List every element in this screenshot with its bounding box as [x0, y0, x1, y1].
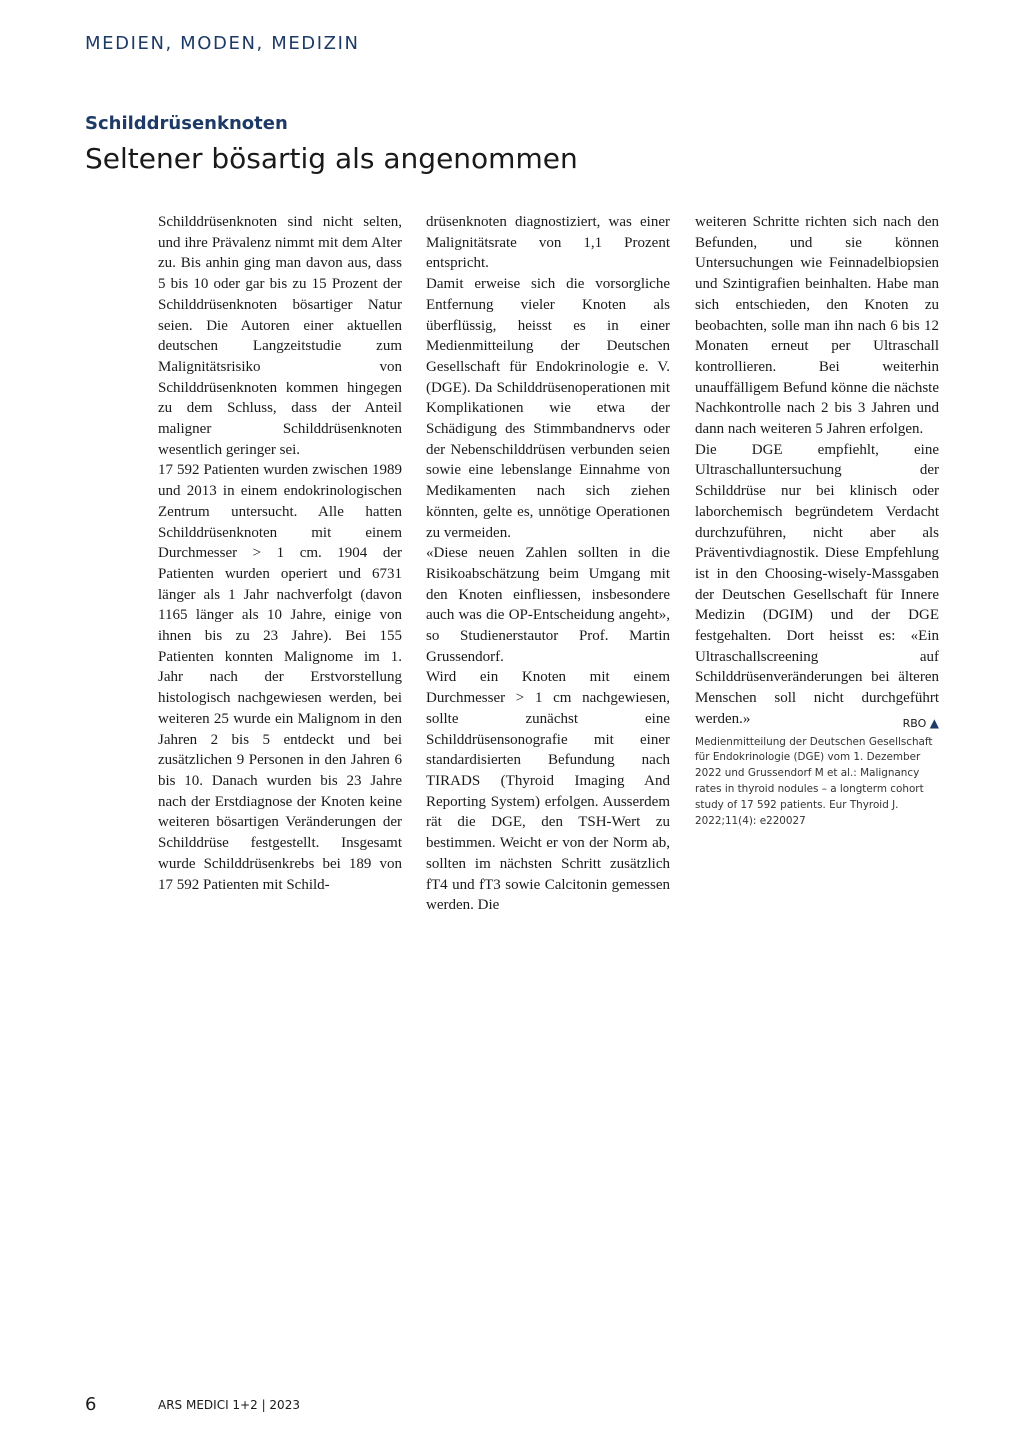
article-title: Seltener bösartig als angenommen [85, 142, 578, 175]
references: Medienmitteilung der Deutschen Gesellschaft für Endokrinologie (DGE) vom 1. Dezember 2022 und Grussendorf M et al.: Malignancy rates in thyroid nodules – a longterm cohort study of 17 592 patients. Eur Thyroid J. 2022;11(4): e220027 [695, 735, 933, 827]
article-column-3 [695, 212, 939, 829]
journal-footer: ARS MEDICI 1+2 | 2023 [158, 1398, 300, 1412]
paragraph: Schilddrüsenknoten sind nicht selten, und ihre Prävalenz nimmt mit dem Alter zu. Bis anhin ging man davon aus, dass 5 bis 10 oder gar bis zu 15 Prozent der Schilddrüsenknoten bösartiger Natur seien. Die Autoren einer aktuellen deutschen Langzeitstudie zum Malignitätsrisiko von Schilddrüsenknoten kommen hingegen zu dem Schluss, dass der Anteil maligner Schilddrüsenknoten wesentlich geringer sei. [158, 214, 402, 458]
paragraph-text: Die DGE empfiehlt, eine Ultraschalluntersuchung der Schilddrüse nur bei klinisch oder laborchemisch begründetem Verdacht durchzuführen, nicht aber als Präventivdiagnostik. Diese Empfehlung ist in den Choosing-wisely-Massgaben der Deutschen Gesellschaft für Innere Medizin (DGIM) und der DGE festgehalten. Dort heisst es: «Ein Ultraschallscreening auf Schilddrüsenveränderungen bei älteren Menschen soll nicht durchgeführt werden.» [695, 441, 939, 727]
paragraph: 17 592 Patienten wurden zwischen 1989 und 2013 in einem endokrinologischen Zentrum untersucht. Alle hatten Schilddrüsenknoten mit einem Durchmesser > 1 cm. 1904 der Patienten wurden operiert und 6731 länger als 1 Jahr nachverfolgt (davon 1165 länger als 10 Jahre, einige von ihnen bis zu 23 Jahre). Bei 155 Patienten konnten Malignome im 1. Jahr nach der Erstvorstellung histologisch nachgewiesen werden, bei weiteren 25 wurde ein Malignom in den Jahren 2 bis 5 entdeckt und bei zusätzlichen 9 Personen in den Jahren 6 bis 10. Danach wurden bis 23 Jahre nach der Erstdiagnose der Knoten keine weiteren bösartigen Veränderungen der Schilddrüse festgestellt. Insgesamt wurde Schilddrüsenkrebs bei 189 von 17 592 Patienten mit Schild- [158, 462, 402, 893]
paragraph: Wird ein Knoten mit einem Durchmesser > 1 cm nachgewiesen, sollte zunächst eine Schilddrüsensonografie mit einer standardisierten Befundung nach TIRADS (Thyroid Imaging And Reporting System) erfolgen. Ausserdem rät die DGE, den TSH-Wert zu bestimmen. Weicht er von der Norm ab, sollten im nächsten Schritt zusätzlich fT4 und fT3 sowie Calcitonin gemessen werden. Die [426, 669, 670, 914]
paragraph: «Diese neuen Zahlen sollten in die Risikoabschätzung beim Umgang mit den Knoten einfliessen, insbesondere auch was die OP-Entscheidung angeht», so Studienerstautor Prof. Martin Grussendorf. [426, 545, 670, 665]
author-initials: RBO [902, 716, 927, 730]
paragraph: Damit erweise sich die vorsorgliche Entfernung vieler Knoten als überflüssig, heisst es in einer Medienmitteilung der Deutschen Gesellschaft für Endokrinologie e. V. (DGE). Da Schilddrüsenoperationen mit Komplikationen wie etwa der Schädigung des Stimmbandnervs oder der Nebenschilddrüsen verbunden seien sowie eine lebenslange Einnahme von Medikamenten nach sich ziehen könnten, gelte es, unnötige Operationen zu vermeiden. [426, 276, 670, 541]
end-mark-icon: ▲ [929, 715, 939, 730]
article-column-1 [158, 212, 402, 895]
paragraph: weiteren Schritte richten sich nach den Befunden, und sie können Untersuchungen wie Feinnadelbiopsien und Szintigrafien beinhalten. Habe man sich entschieden, den Knoten zu beobachten, solle man ihn nach 6 bis 12 Monaten erneut per Ultraschall kontrollieren. Bei weiterhin unauffälligem Befund könne die nächste Nachkontrolle nach 2 bis 3 Jahren und dann nach weiteren 5 Jahren erfolgen. [695, 214, 939, 438]
paragraph: drüsenknoten diagnostiziert, was einer Malignitätsrate von 1,1 Prozent entspricht. [426, 214, 670, 272]
article-kicker: Schilddrüsenknoten [85, 113, 288, 134]
author-signature [903, 713, 939, 735]
page-number: 6 [85, 1394, 97, 1415]
section-header: MEDIEN, MODEN, MEDIZIN [85, 33, 360, 54]
article-column-2 [426, 212, 670, 916]
paragraph [695, 440, 939, 730]
